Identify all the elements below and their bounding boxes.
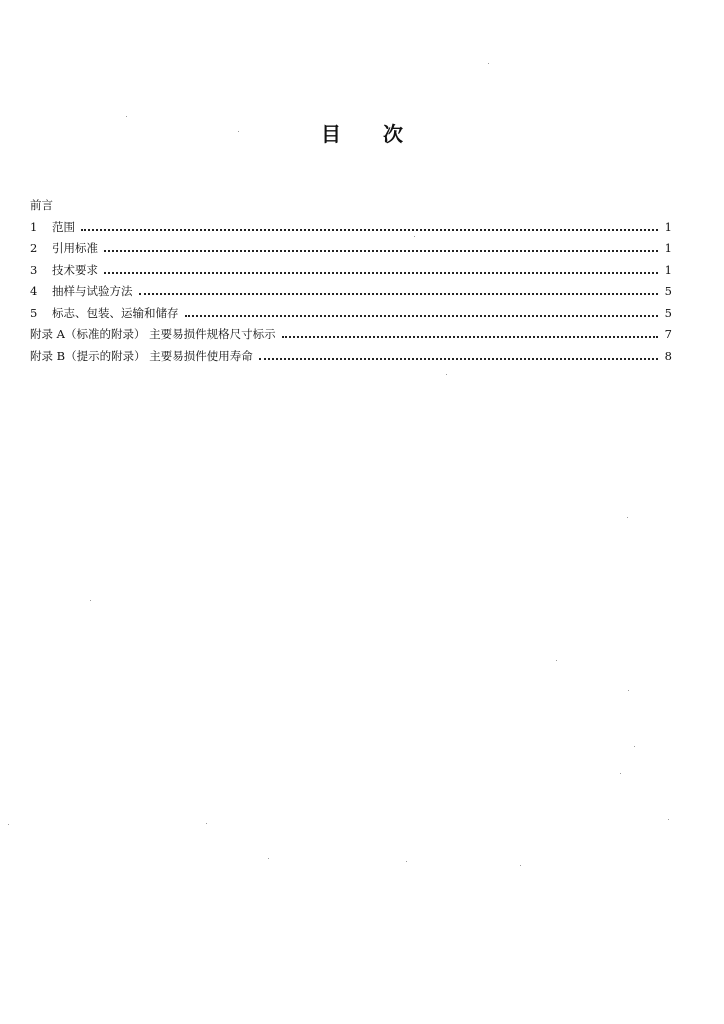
toc-leader-dots [104, 250, 658, 252]
scan-speck [406, 861, 407, 862]
scan-speck [634, 746, 635, 747]
toc-entry-label [30, 303, 179, 325]
scan-speck [238, 131, 239, 132]
toc-entry-page: 1 [664, 241, 672, 255]
toc-entry-number: 3 [30, 262, 38, 277]
toc-entry-page: 1 [664, 262, 672, 277]
scan-speck [520, 865, 521, 866]
scan-speck [8, 824, 9, 825]
toc-leader-dots [259, 358, 658, 360]
toc-entry-title: 标志、包装、运输和储存 [52, 305, 179, 320]
scan-speck [414, 236, 415, 237]
toc-entry-number: 5 [30, 305, 38, 320]
title-char-left: 目 [321, 122, 341, 146]
toc-entry-page: 1 [664, 219, 672, 234]
toc-entry-number: 2 [30, 241, 38, 255]
toc-leader-dots [282, 336, 658, 338]
toc-entry-title: 附录 B（提示的附录） 主要易损件使用寿命 [30, 348, 253, 363]
toc-entry-title: 附录 A（标准的附录） 主要易损件规格尺寸标示 [30, 327, 276, 341]
scan-speck [556, 660, 557, 661]
toc-entry-label [30, 260, 98, 282]
title-char-right: 次 [383, 122, 403, 146]
toc-entry-label [30, 217, 75, 239]
toc-preface-label: 前言 [30, 198, 53, 212]
toc-entry-title: 技术要求 [52, 262, 98, 277]
toc-entry-page: 5 [664, 305, 672, 320]
scan-speck [268, 858, 269, 859]
toc-entry [30, 238, 672, 260]
scan-speck [90, 600, 91, 601]
toc-preface [30, 195, 672, 217]
toc-entry-appendix-a [30, 324, 672, 346]
toc-entry-label [30, 238, 98, 260]
toc-entry-page: 7 [664, 327, 672, 341]
toc-entry-appendix-b [30, 346, 672, 368]
scan-speck [446, 374, 447, 375]
scan-speck [206, 823, 207, 824]
toc-entry [30, 217, 672, 239]
page-title [0, 122, 724, 146]
toc-entry-number: 4 [30, 284, 38, 298]
toc-entry-label [30, 281, 133, 303]
scan-speck [628, 690, 629, 691]
toc-entry [30, 260, 672, 282]
toc-entry [30, 281, 672, 303]
table-of-contents [30, 195, 672, 367]
scan-speck [627, 517, 628, 518]
scan-speck [126, 116, 127, 117]
toc-entry-page: 5 [664, 284, 672, 298]
scan-speck [668, 819, 669, 820]
toc-entry [30, 303, 672, 325]
toc-entry-title: 范围 [52, 219, 75, 234]
toc-leader-dots [185, 315, 659, 317]
toc-leader-dots [104, 272, 658, 274]
scan-speck [488, 63, 489, 64]
scan-speck [620, 773, 621, 774]
toc-leader-dots [139, 293, 659, 295]
toc-entry-title: 引用标准 [52, 241, 98, 255]
toc-entry-title: 抽样与试验方法 [52, 284, 133, 298]
toc-entry-page: 8 [664, 348, 672, 363]
toc-entry-number: 1 [30, 219, 38, 234]
toc-leader-dots [81, 229, 658, 231]
